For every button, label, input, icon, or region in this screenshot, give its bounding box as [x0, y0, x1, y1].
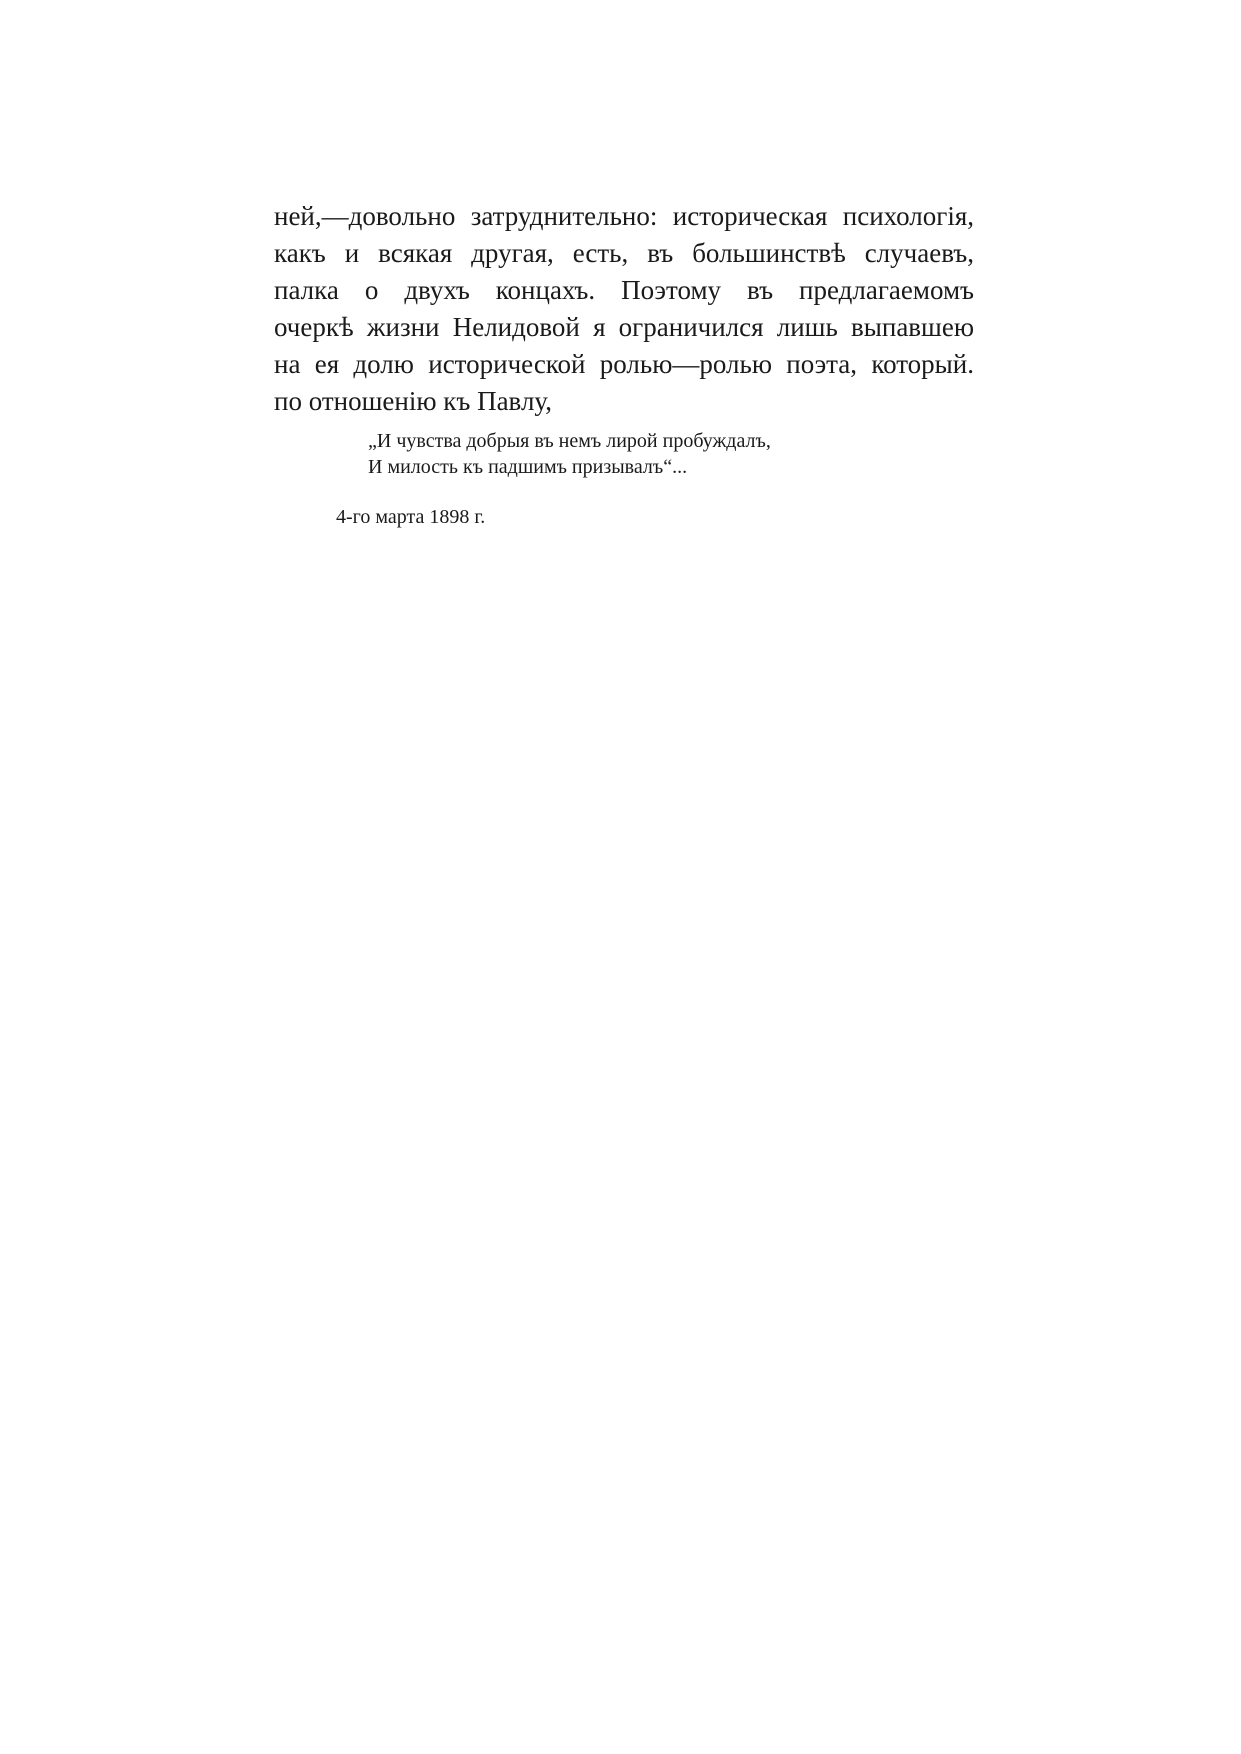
date-line: 4-го марта 1898 г. [336, 506, 486, 528]
paragraph-line-1: ней,—довольно затруднительно: историческая психологія, [274, 201, 974, 231]
body-paragraph [274, 198, 974, 420]
quote-line-1: „И чувства добрыя въ немъ лирой пробуждалъ, [368, 430, 771, 452]
paragraph-line-6: по отношенію къ Павлу, [274, 386, 552, 416]
paragraph-line-3: палка о двухъ концахъ. Поэтому въ предлагаемомъ [274, 275, 974, 305]
quote-line-2: И милость къ падшимъ призывалъ“... [368, 456, 688, 478]
verse-quote [368, 428, 928, 480]
paragraph-line-5: на ея долю исторической ролью—ролью поэта, который. [274, 349, 974, 379]
paragraph-line-4: очеркѣ жизни Нелидовой я ограничился лишь выпавшею [274, 312, 974, 342]
paragraph-line-2: какъ и всякая другая, есть, въ большинствѣ случаевъ, [274, 238, 974, 268]
